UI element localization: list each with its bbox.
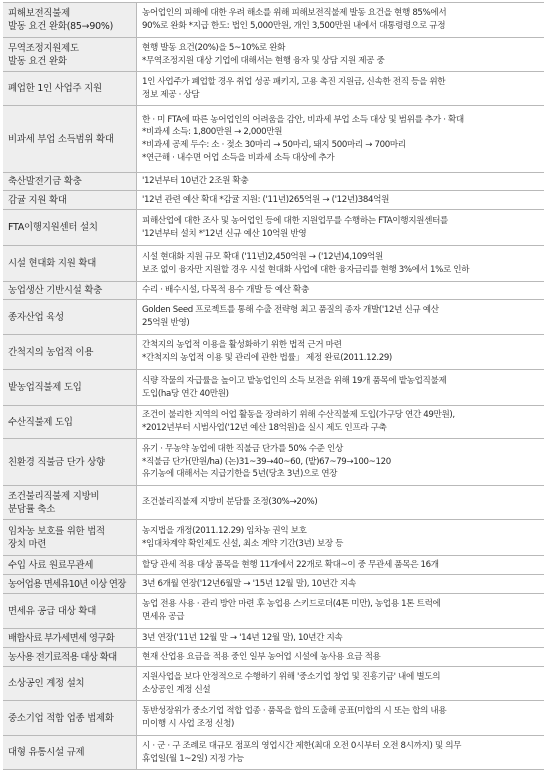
policy-table	[3, 2, 544, 770]
table-row	[3, 594, 544, 629]
row-label: 수산직불제 도입	[8, 416, 73, 428]
table-row	[3, 520, 544, 556]
row-label: 무역조정지원제도 발동 요건 완화	[8, 42, 79, 67]
row-content-cell	[136, 335, 544, 369]
row-label: FTA이행지원센터 설치	[8, 222, 98, 233]
row-label-cell	[3, 210, 136, 245]
content-line: 농업 전용 사용 · 관리 방안 마련 후 농업용 스키드로더(4톤 미만), 농업용 1톤 트럭에	[142, 599, 441, 610]
row-label-cell	[3, 648, 136, 666]
content-line: *무역조정지원 대상 기업에 대해서는 현행 융자 및 상담 지원 제공 중	[142, 55, 385, 66]
row-content-cell	[136, 210, 544, 245]
row-content-cell	[136, 629, 544, 647]
row-label-cell	[3, 594, 136, 628]
content-line: 수리 · 배수시설, 다목적 용수 개발 등 예산 확충	[142, 285, 309, 296]
content-line: 90%로 완화 *지급 한도: 법인 5,000만원, 개인 3,500만원 내에서 대통령령으로 규정	[142, 21, 446, 31]
table-row	[3, 406, 544, 439]
content-line: 지원사업을 보다 안정적으로 수행하기 위해 '중소기업 창업 및 진흥기금' 내에 별도의	[142, 671, 441, 682]
table-row	[3, 736, 544, 769]
content-line: 시 · 군 · 구 조례로 대규모 점포의 영업시간 제한(최대 오전 0시부터 오전 8시까지) 및 의무	[142, 740, 462, 751]
row-label-cell	[3, 556, 136, 574]
content-line: '12년부터 설치 *'12년 신규 예산 10억원 반영	[142, 228, 307, 239]
row-label: 피해보전직불제 발동 요건 완화(85→90%)	[8, 8, 114, 32]
row-label-cell	[3, 173, 136, 190]
row-label: 배합사료 부가세면세 영구화	[8, 632, 115, 644]
table-row	[3, 667, 544, 701]
table-row	[3, 3, 544, 38]
content-line: *임대차계약 확인제도 신설, 최소 계약 기간(3년) 보장 등	[142, 538, 344, 549]
content-line: 정보 제공 · 상담	[142, 89, 200, 100]
row-content-cell	[136, 106, 544, 172]
row-label: 폐업한 1인 사업주 지원	[8, 83, 102, 94]
row-label: 비과세 부업 소득범위 확대	[8, 133, 114, 145]
row-label: 수입 사료 원료무관세	[8, 559, 94, 571]
content-line: *비과세 소득: 1,800만원 → 2,000만원	[142, 127, 283, 138]
row-label-cell	[3, 701, 136, 735]
row-label-cell	[3, 246, 136, 281]
content-line: 현행 발동 요건(20%)을 5~10%로 완화	[142, 42, 286, 53]
content-line: 시설 현대화 지원 규모 확대 ('11년)2,450억원 → ('12년)4,109억원	[142, 251, 383, 262]
row-label-cell	[3, 520, 136, 555]
row-label-cell	[3, 72, 136, 105]
row-content-cell	[136, 246, 544, 281]
content-line: 유기농에 대해서는 지급기한을 5년(당초 3년)으로 연장	[142, 469, 338, 480]
row-content-cell	[136, 520, 544, 555]
row-label: 감귤 지원 확대	[8, 194, 67, 206]
content-line: 미이행 시 사업 조정 신청)	[142, 719, 235, 729]
content-line: 현재 산업용 요금을 적용 중인 일부 농어업 시설에 농사용 요금 적용	[142, 651, 381, 662]
content-line: 3년 6개월 연장('12년6월말 → '15년 12월 말), 10년간 지속	[142, 578, 356, 589]
table-row	[3, 335, 544, 370]
content-line: 유기 · 무농약 농업에 대한 직불금 단가를 50% 수준 인상	[142, 444, 343, 455]
row-content-cell	[136, 282, 544, 299]
content-line: '12년부터 10년간 2조원 확충	[142, 176, 249, 187]
row-content-cell	[136, 594, 544, 628]
row-label-cell	[3, 667, 136, 700]
table-row	[3, 648, 544, 667]
row-label-cell	[3, 335, 136, 369]
content-line: '12년 관련 예산 확대 *감귤 지원: ('11년)265억원 → ('12년)384억원	[142, 194, 390, 205]
row-content-cell	[136, 191, 544, 209]
content-line: 농지법을 개정(2011.12.29) 임차농 권익 보호	[142, 525, 307, 536]
content-line: 3년 연장('11년 12월 말 → '14년 12월 말), 10년간 지속	[142, 632, 343, 643]
content-line: 피해산업에 대한 조사 및 농어업인 등에 대한 지원업무를 수행하는 FTA이행지원센터를	[142, 215, 448, 226]
row-label: 시설 현대화 지원 확대	[8, 258, 97, 269]
row-label: 소상공인 계정 설치	[8, 678, 85, 689]
content-line: 식량 작물의 자급률을 높이고 밭농업인의 소득 보전을 위해 19개 품목에 밭농업직불제	[142, 375, 447, 386]
row-content-cell	[136, 72, 544, 105]
row-label: 임차농 보호를 위한 법적 장치 마련	[8, 525, 105, 550]
content-line: 25억원 반영)	[142, 318, 190, 328]
content-line: 소상공인 계정 신설	[142, 684, 211, 695]
row-label-cell	[3, 106, 136, 172]
content-line: *비과세 공제 두수: 소 · 젖소 30마리 → 50마리, 돼지 500마리 → 700마리	[142, 140, 406, 150]
table-row	[3, 173, 544, 191]
table-row	[3, 72, 544, 106]
content-line: 휴업일(월 1~2일) 지정 가능	[142, 753, 244, 764]
content-line: 할당 관세 적용 대상 품목을 현행 11개에서 22개로 확대~이 중 무관세 품목은 16개	[142, 559, 439, 570]
row-label: 조건불리직불제 지방비 분담률 축소	[8, 490, 100, 515]
row-label-cell	[3, 38, 136, 71]
table-row	[3, 629, 544, 648]
content-line: 조건불리직불제 지방비 분담률 조정(30%→20%)	[142, 497, 318, 508]
table-row	[3, 38, 544, 72]
content-line: 조건이 불리한 지역의 어업 활동을 장려하기 위해 수산직불제 도입(가구당 연간 49만원),	[142, 410, 455, 421]
content-line: 간척지의 농업적 이용을 활성화하기 위한 법적 근거 마련	[142, 340, 342, 351]
table-row	[3, 556, 544, 575]
content-line: 1인 사업주가 폐업할 경우 취업 성공 패키지, 고용 촉진 지원금, 신속한 전직 등을 위한	[142, 76, 446, 87]
row-label-cell	[3, 370, 136, 405]
row-label-cell	[3, 191, 136, 209]
table-row	[3, 575, 544, 594]
row-label-cell	[3, 575, 136, 593]
row-content-cell	[136, 667, 544, 700]
row-label: 간척지의 농업적 이용	[8, 346, 94, 358]
row-content-cell	[136, 173, 544, 190]
row-content-cell	[136, 648, 544, 666]
table-row	[3, 370, 544, 406]
content-line: *직불금 단가(만원/ha) (논)31~39→40~60, (밭)67~79→100~120	[142, 456, 391, 467]
content-line: 면세유 공급	[142, 612, 185, 622]
table-row	[3, 106, 544, 173]
content-line: 동반성장위가 중소기업 적합 업종 · 품목을 합의 도출해 공표(미합의 시 또는 합의 내용	[142, 706, 447, 717]
row-content-cell	[136, 3, 544, 37]
row-label: 농사용 전기료적용 대상 확대	[8, 651, 117, 663]
table-row	[3, 486, 544, 520]
row-label: 친환경 직불금 단가 상향	[8, 456, 105, 468]
content-line: 한 · 미 FTA에 따른 농어업인의 어려움을 감안, 비과세 부업 소득 대상 및 범위를 추가 · 확대	[142, 114, 464, 125]
row-label: 면세유 공급 대상 확대	[8, 605, 97, 617]
row-label: 축산발전기금 확충	[8, 176, 82, 187]
row-content-cell	[136, 439, 544, 485]
table-row	[3, 701, 544, 736]
content-line: *2012년부터 시범사업('12년 예산 18억원)을 실시 제도 인프라 구축	[142, 423, 387, 433]
table-row	[3, 246, 544, 282]
row-label-cell	[3, 300, 136, 334]
row-content-cell	[136, 38, 544, 71]
row-label-cell	[3, 736, 136, 769]
table-row	[3, 300, 544, 335]
row-label: 농어업용 면세유10년 이상 연장	[8, 578, 126, 590]
row-content-cell	[136, 300, 544, 334]
row-label-cell	[3, 282, 136, 299]
content-line: *간척지의 농업적 이용 및 관리에 관한 법률」 제정 완료(2011.12.29)	[142, 353, 392, 363]
row-label: 중소기업 적합 업종 법제화	[8, 712, 114, 724]
content-line: 도입(ha당 연간 40만원)	[142, 388, 229, 399]
content-line: 농어업인의 피해에 대한 우려 해소를 위해 피해보전직불제 발동 요건을 현행 85%에서	[142, 8, 447, 19]
row-label: 밭농업직불제 도입	[8, 382, 82, 393]
row-label-cell	[3, 3, 136, 37]
row-content-cell	[136, 736, 544, 769]
row-content-cell	[136, 486, 544, 519]
row-label-cell	[3, 486, 136, 519]
table-row	[3, 282, 544, 300]
content-line: Golden Seed 프로젝트를 통해 수출 전략형 최고 품질의 종자 개발('12년 신규 예산	[142, 305, 439, 316]
table-row	[3, 439, 544, 486]
row-label-cell	[3, 439, 136, 485]
row-content-cell	[136, 701, 544, 735]
row-label: 종자산업 육성	[8, 311, 64, 323]
table-row	[3, 210, 544, 246]
row-content-cell	[136, 370, 544, 405]
row-label: 대형 유통시설 규제	[8, 747, 85, 758]
row-label: 농업생산 기반시설 확충	[8, 285, 103, 296]
content-line: 보조 없이 융자만 지원할 경우 시설 현대화 사업에 대한 융자금리를 현행 3%에서 1%로 인하	[142, 264, 470, 275]
row-content-cell	[136, 575, 544, 593]
row-content-cell	[136, 556, 544, 574]
content-line: *연근해 · 내수면 어업 소득을 비과세 소득 대상에 추가	[142, 152, 335, 163]
row-content-cell	[136, 406, 544, 438]
row-label-cell	[3, 629, 136, 647]
row-label-cell	[3, 406, 136, 438]
table-row	[3, 191, 544, 210]
